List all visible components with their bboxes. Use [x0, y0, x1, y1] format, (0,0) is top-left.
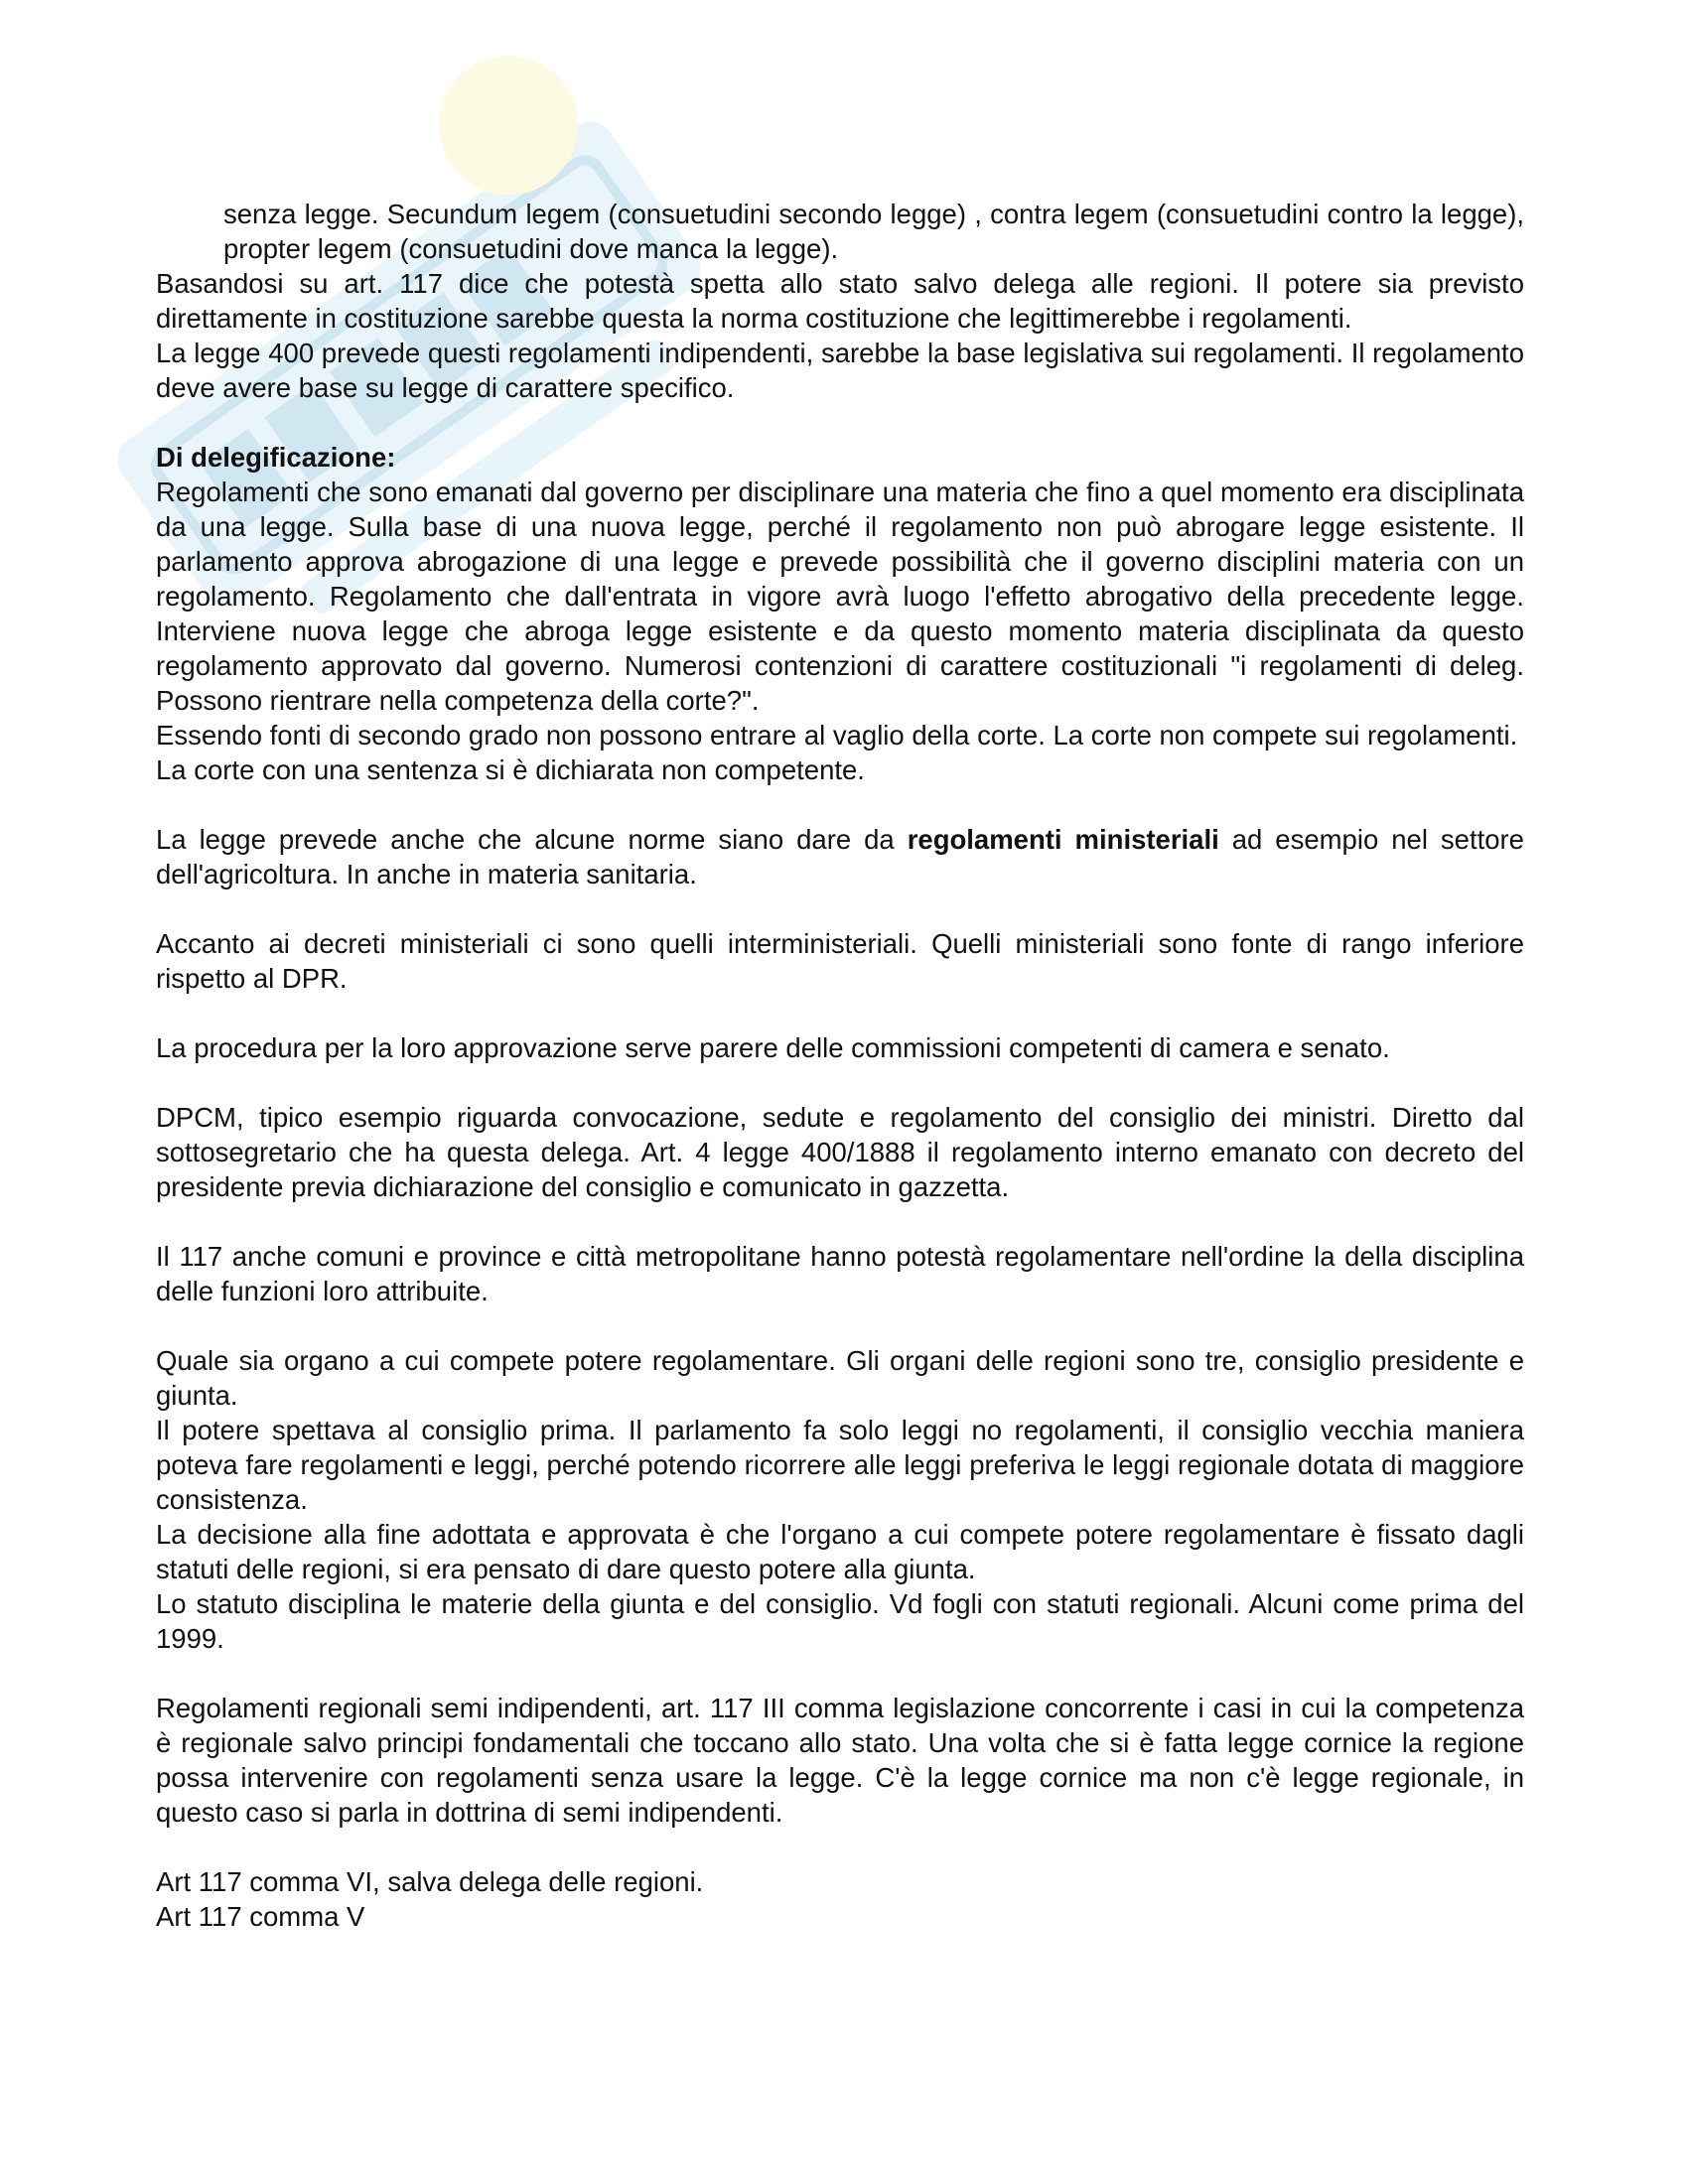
paragraph-art117-vi: Art 117 comma VI, salva delega delle regioni.: [156, 1866, 704, 1897]
spacer: [156, 1830, 1524, 1864]
paragraph-organi-regioni: Quale sia organo a cui compete potere regolamentare. Gli organi delle regioni sono tre, consiglio presidente e giunta.: [156, 1345, 1524, 1411]
spacer: [156, 787, 1524, 822]
paragraph-art117-v: Art 117 comma V: [156, 1901, 365, 1932]
spacer: [156, 1065, 1524, 1100]
paragraph-legge400: La legge 400 prevede questi regolamenti indipendenti, sarebbe la base legislativa sui regolamenti. Il regolamento deve avere base su legge di carattere specifico.: [156, 338, 1524, 403]
spacer: [156, 1204, 1524, 1239]
paragraph-decisione: La decisione alla fine adottata e approvata è che l'organo a cui compete potere regolamentare è fissato dagli statuti delle regioni, si era pensato di dare questo potere alla giunta.: [156, 1519, 1524, 1584]
paragraph-potere-consiglio: Il potere spettava al consiglio prima. Il parlamento fa solo leggi no regolamenti, il consiglio vecchia maniera poteva fare regolamenti e leggi, perché potendo ricorrere alle leggi preferiva le leggi regionale dotata di maggiore consistenza.: [156, 1415, 1524, 1515]
paragraph-semi-indipendenti: Regolamenti regionali semi indipendenti, art. 117 III comma legislazione concorrente i casi in cui la competenza è regionale salvo principi fondamentali che toccano allo stato. Una volta che si è fatta legge cornice la regione possa intervenire con regolamenti senza usare la legge. C'è la legge cornice ma non c'è legge regionale, in questo caso si parla in dottrina di semi indipendenti.: [156, 1693, 1524, 1828]
spacer: [156, 405, 1524, 440]
paragraph-decreti: Accanto ai decreti ministeriali ci sono quelli interministeriali. Quelli ministeriali sono fonte di rango inferiore rispetto al DPR.: [156, 928, 1524, 994]
paragraph-comuni-province: Il 117 anche comuni e province e città metropolitane hanno potestà regolamentare nell'ordine la della disciplina delle funzioni loro attribuite.: [156, 1241, 1524, 1306]
spacer: [156, 996, 1524, 1030]
paragraph-delegificazione: Regolamenti che sono emanati dal governo per disciplinare una materia che fino a quel momento era disciplinata da una legge. Sulla base di una nuova legge, perché il regolamento non può abrogare legge esistente. Il parlamento approva abrogazione di una legge e prevede possibilità che il governo disciplini materia con un regolamento. Regolamento che dall'entrata in vigore avrà luogo l'effetto abrogativo della precedente legge. Interviene nuova legge che abroga legge esistente e da questo momento materia disciplinata da questo regolamento approvato dal governo. Numerosi contenzioni di carattere costituzionali "i regolamenti di deleg. Possono rientrare nella competenza della corte?".: [156, 477, 1524, 716]
paragraph-dpcm: DPCM, tipico esempio riguarda convocazione, sedute e regolamento del consiglio dei ministri. Diretto dal sottosegretario che ha questa delega. Art. 4 legge 400/1888 il regolamento interno emanato con decreto del presidente previa dichiarazione del consiglio e comunicato in gazzetta.: [156, 1102, 1524, 1202]
spacer: [156, 891, 1524, 926]
text-run: ad esempio nel settore dell'agricoltura. In anche in materia sanitaria.: [156, 824, 1524, 889]
paragraph-fonti-secondo-grado: Essendo fonti di secondo grado non possono entrare al vaglio della corte. La corte non compete sui regolamenti.: [156, 720, 1518, 751]
text-run: La legge prevede anche che alcune norme siano dare da: [156, 824, 908, 855]
spacer: [156, 1656, 1524, 1691]
paragraph-statuto: Lo statuto disciplina le materie della giunta e del consiglio. Vd fogli con statuti regionali. Alcuni come prima del 1999.: [156, 1588, 1524, 1654]
paragraph-procedura: La procedura per la loro approvazione serve parere delle commissioni competenti di camera e senato.: [156, 1032, 1390, 1063]
paragraph-regolamenti-ministeriali: [156, 822, 1524, 891]
spacer: [156, 1308, 1524, 1343]
document-body: [156, 197, 1524, 1934]
bold-term: regolamenti ministeriali: [907, 824, 1219, 855]
paragraph-consuetudini: senza legge. Secundum legem (consuetudini secondo legge) , contra legem (consuetudini contro la legge), propter legem (consuetudini dove manca la legge).: [223, 199, 1524, 264]
heading-delegificazione: Di delegificazione:: [156, 442, 396, 473]
paragraph-art117: Basandosi su art. 117 dice che potestà spetta allo stato salvo delega alle regioni. Il potere sia previsto direttamente in costituzione sarebbe questa la norma costituzione che legittimerebbe i regolamenti.: [156, 268, 1524, 334]
paragraph-sentenza: La corte con una sentenza si è dichiarata non competente.: [156, 754, 865, 785]
